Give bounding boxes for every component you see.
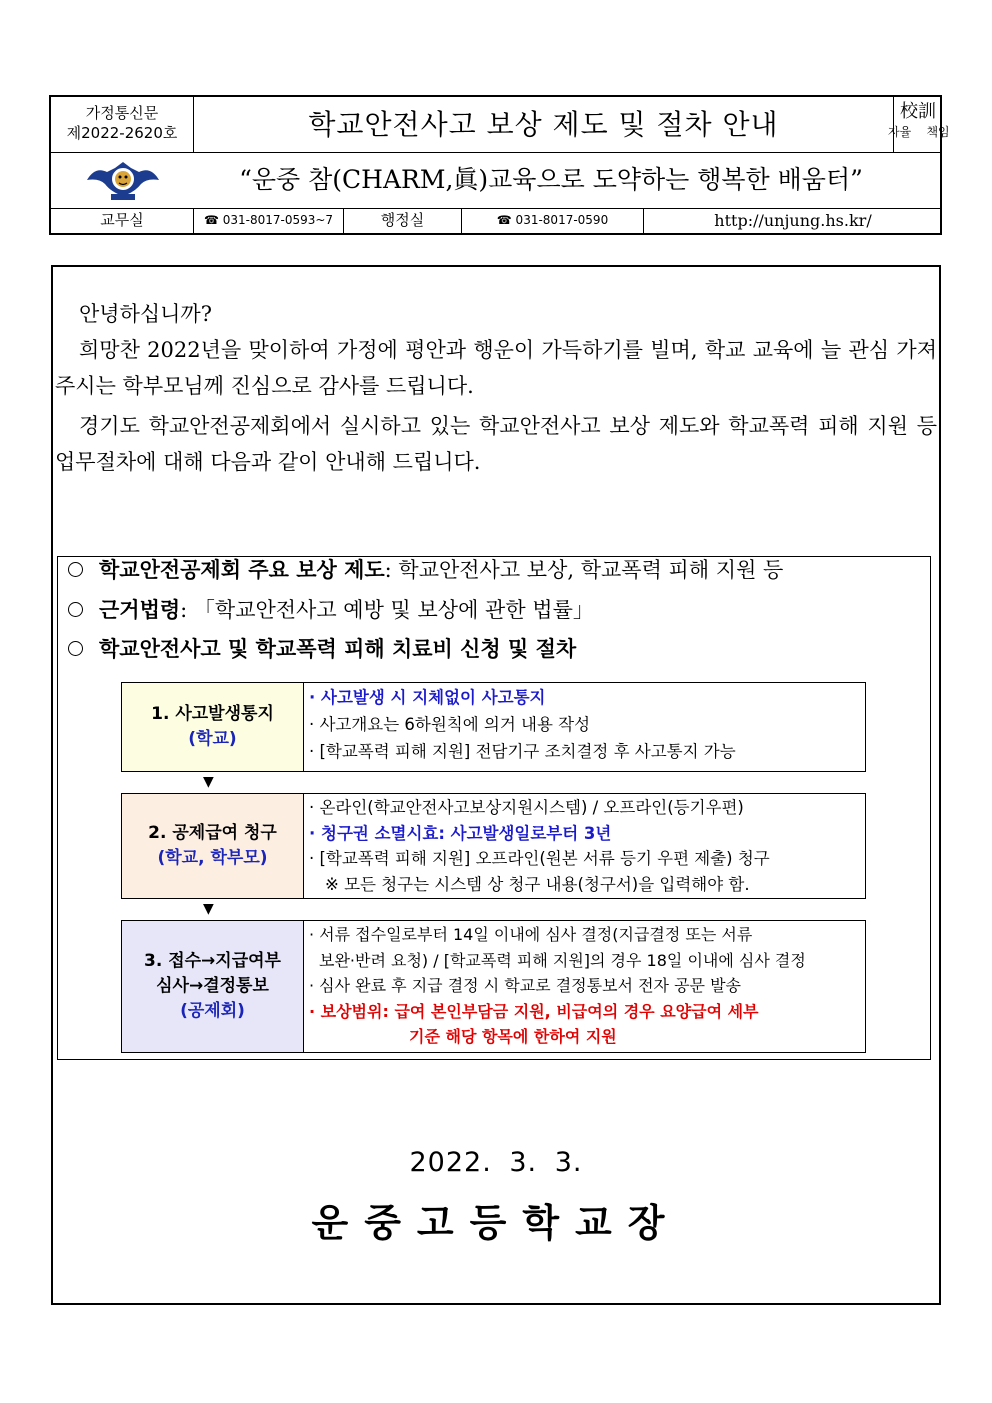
step-details bbox=[303, 921, 865, 1052]
step-detail-line: 보완·반려 요청) / [학교폭력 피해 지원]의 경우 18일 이내에 심사 결정 bbox=[319, 950, 806, 970]
step-title: 3. 접수→지급여부 bbox=[144, 951, 281, 971]
issue-label: 가정통신문 bbox=[85, 104, 159, 122]
step-detail-note: ※ 모든 청구는 시스템 상 청구 내용(청구서)을 입력해야 함. bbox=[325, 874, 750, 894]
step-detail-line: · 온라인(학교안전사고보상지원시스템) / 오프라인(등기우편) bbox=[309, 798, 744, 817]
page-title: 학교안전사고 보상 제도 및 절차 안내 bbox=[194, 97, 894, 152]
step-details bbox=[303, 794, 865, 898]
bullet-heading: 근거법령 bbox=[99, 597, 181, 622]
intro-text bbox=[55, 296, 937, 480]
step-3-review-decision bbox=[121, 920, 866, 1053]
circle-bullet-icon bbox=[68, 641, 83, 656]
school-motto bbox=[888, 97, 950, 152]
step-detail-line: 기준 해당 항목에 한하여 지원 bbox=[409, 1027, 617, 1047]
bullet-heading: 학교안전사고 및 학교폭력 피해 치료비 신청 및 절차 bbox=[99, 636, 577, 661]
dept-admin: 행정실 bbox=[344, 208, 462, 235]
step-detail-line: · 사고개요는 6하원칙에 의거 내용 작성 bbox=[309, 715, 591, 734]
issue-info bbox=[51, 97, 194, 152]
greeting: 안녕하십니까? bbox=[79, 302, 212, 326]
step-detail-line: · 서류 접수일로부터 14일 이내에 심사 결정(지급결정 또는 서류 bbox=[309, 925, 753, 944]
phone-admin: ☎ 031-8017-0590 bbox=[462, 208, 644, 235]
school-website-link[interactable]: http://unjung.hs.kr/ bbox=[714, 211, 872, 230]
bullet-text: : 학교안전사고 보상, 학교폭력 피해 지원 등 bbox=[384, 558, 784, 582]
issue-number: 제2022-2620호 bbox=[66, 124, 178, 142]
step-label bbox=[122, 683, 304, 771]
dept-academic: 교무실 bbox=[51, 208, 194, 235]
step-2-claim bbox=[121, 793, 866, 899]
step-subtitle: (공제회) bbox=[180, 1001, 245, 1021]
header-slogan-row bbox=[51, 152, 940, 209]
step-detail-line: · [학교폭력 피해 지원] 전담기구 조치결정 후 사고통지 가능 bbox=[309, 742, 736, 761]
principal-signature: 운중고등학교장 bbox=[311, 1201, 681, 1245]
step-label bbox=[122, 921, 304, 1052]
bullet-heading: 학교안전공제회 주요 보상 제도 bbox=[99, 557, 385, 582]
step-1-accident-notice bbox=[121, 682, 866, 772]
step-title: 1. 사고발생통지 bbox=[151, 704, 274, 724]
bullet-item-law bbox=[68, 597, 594, 623]
step-details bbox=[303, 683, 865, 771]
step-detail-line: · [학교폭력 피해 지원] 오프라인(원본 서류 등기 우편 제출) 청구 bbox=[309, 849, 770, 868]
down-arrow-icon: ▼ bbox=[203, 774, 214, 790]
motto-values: 자율 책임 bbox=[888, 125, 950, 139]
step-subtitle: (학교, 학부모) bbox=[157, 848, 268, 868]
motto-title: 校訓 bbox=[900, 101, 936, 122]
header-title-row bbox=[51, 97, 950, 153]
header-contact-row bbox=[51, 208, 940, 235]
issue-date: 2022. 3. 3. bbox=[409, 1147, 583, 1178]
step-label bbox=[122, 794, 304, 898]
step-detail-line: · 보상범위: 급여 본인부담금 지원, 비급여의 경우 요양급여 세부 bbox=[309, 1001, 759, 1021]
phone-academic: ☎ 031-8017-0593~7 bbox=[194, 208, 344, 235]
step-title: 2. 공제급여 청구 bbox=[148, 823, 277, 843]
step-detail-line: · 심사 완료 후 지급 결정 시 학교로 결정통보서 전자 공문 발송 bbox=[309, 976, 741, 996]
circle-bullet-icon bbox=[68, 602, 83, 617]
step-detail-line: · 사고발생 시 지체없이 사고통지 bbox=[309, 688, 546, 707]
school-slogan: “운중 참(CHARM,眞)교육으로 도약하는 행복한 배움터” bbox=[239, 165, 863, 194]
bullet-item-compensation bbox=[68, 557, 783, 583]
intro-paragraph-2: 경기도 학교안전공제회에서 실시하고 있는 학교안전사고 보상 제도와 학교폭력 피해 지원 등 업무절차에 대해 다음과 같이 안내해 드립니다. bbox=[55, 414, 937, 474]
step-subtitle: (학교) bbox=[188, 729, 237, 749]
bullet-text: : 「학교안전사고 예방 및 보상에 관한 법률」 bbox=[180, 598, 594, 622]
down-arrow-icon: ▼ bbox=[203, 901, 214, 917]
bullet-item-procedure bbox=[68, 636, 576, 662]
step-detail-line: · 청구권 소멸시효: 사고발생일로부터 3년 bbox=[309, 823, 612, 843]
step-title-line-2: 심사→결정통보 bbox=[156, 976, 269, 996]
intro-paragraph-1: 희망찬 2022년을 맞이하여 가정에 평안과 행운이 가득하기를 빌며, 학교 교육에 늘 관심 가져주시는 학부모님께 진심으로 감사를 드립니다. bbox=[55, 338, 937, 398]
newsletter-header bbox=[49, 95, 950, 235]
circle-bullet-icon bbox=[68, 562, 83, 577]
school-emblem-icon bbox=[85, 158, 161, 202]
